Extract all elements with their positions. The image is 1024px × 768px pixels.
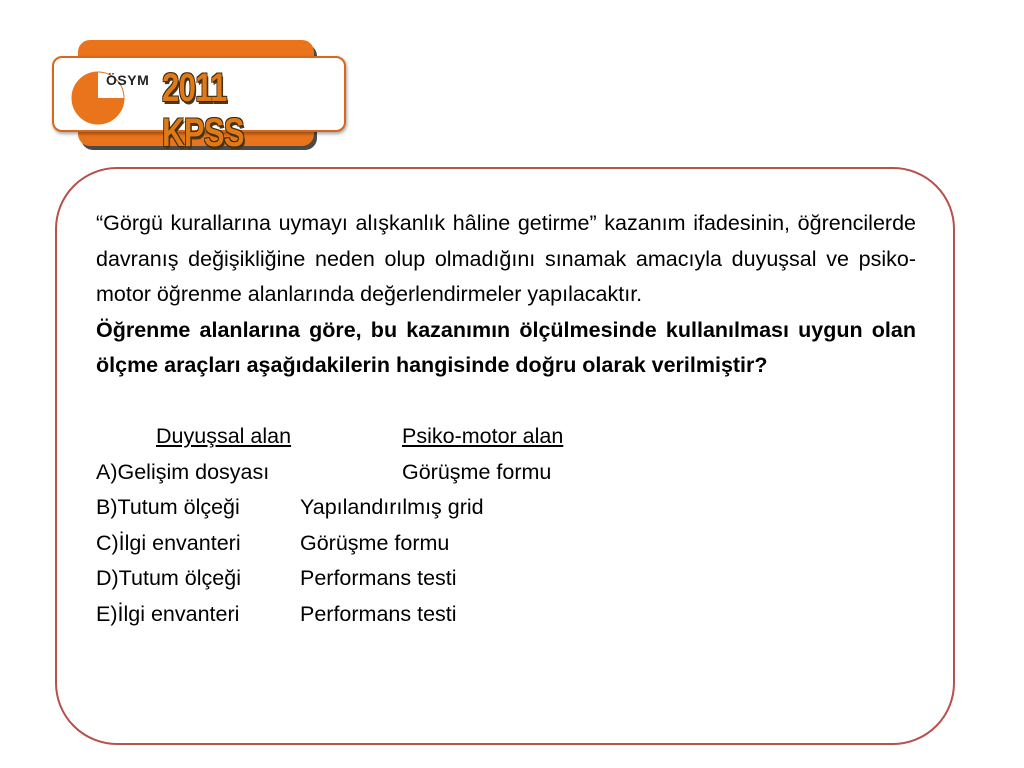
option-e-affective: E)İlgi envanteri bbox=[96, 601, 240, 626]
option-e bbox=[96, 597, 916, 633]
option-c bbox=[96, 526, 916, 562]
option-a-psychomotor: Görüşme formu bbox=[402, 459, 552, 484]
question-stem: “Görgü kurallarına uymayı alışkanlık hâline getirme” kazanım ifadesinin, öğrencilerde davranış değişikliğine neden olup olmadığını sınamak amacıyla duyuşsal ve psiko-motor öğrenme alanlarında değerlendirmeler yapılacaktır. bbox=[96, 211, 916, 306]
option-a bbox=[96, 455, 916, 491]
option-a-affective: A)Gelişim dosyası bbox=[96, 459, 270, 484]
question-prompt: Öğrenme alanlarına göre, bu kazanımın ölçülmesinde kullanılması uygun olan ölçme araçları aşağıdakilerin hangisinde doğru olarak verilmiştir? bbox=[96, 317, 916, 377]
option-b bbox=[96, 490, 916, 526]
option-c-affective: C)İlgi envanteri bbox=[96, 530, 241, 555]
option-b-psychomotor: Yapılandırılmış grid bbox=[300, 495, 484, 519]
option-d-affective: D)Tutum ölçeği bbox=[96, 566, 241, 590]
option-b-affective: B)Tutum ölçeği bbox=[96, 495, 240, 519]
column-headers bbox=[96, 419, 916, 455]
option-d-psychomotor: Performans testi bbox=[300, 566, 457, 590]
column-header-psychomotor: Psiko-motor alan bbox=[402, 424, 564, 448]
option-c-psychomotor: Görüşme formu bbox=[300, 530, 450, 555]
option-e-psychomotor: Performans testi bbox=[300, 601, 457, 626]
option-d bbox=[96, 561, 916, 597]
column-header-affective: Duyuşsal alan bbox=[156, 424, 292, 448]
logo-title: 2011 KPSS bbox=[162, 66, 244, 155]
spacer bbox=[96, 384, 916, 420]
logo-frame bbox=[52, 56, 346, 155]
logo-brand-text: ÖSYM bbox=[106, 72, 150, 88]
question-content bbox=[96, 206, 916, 632]
